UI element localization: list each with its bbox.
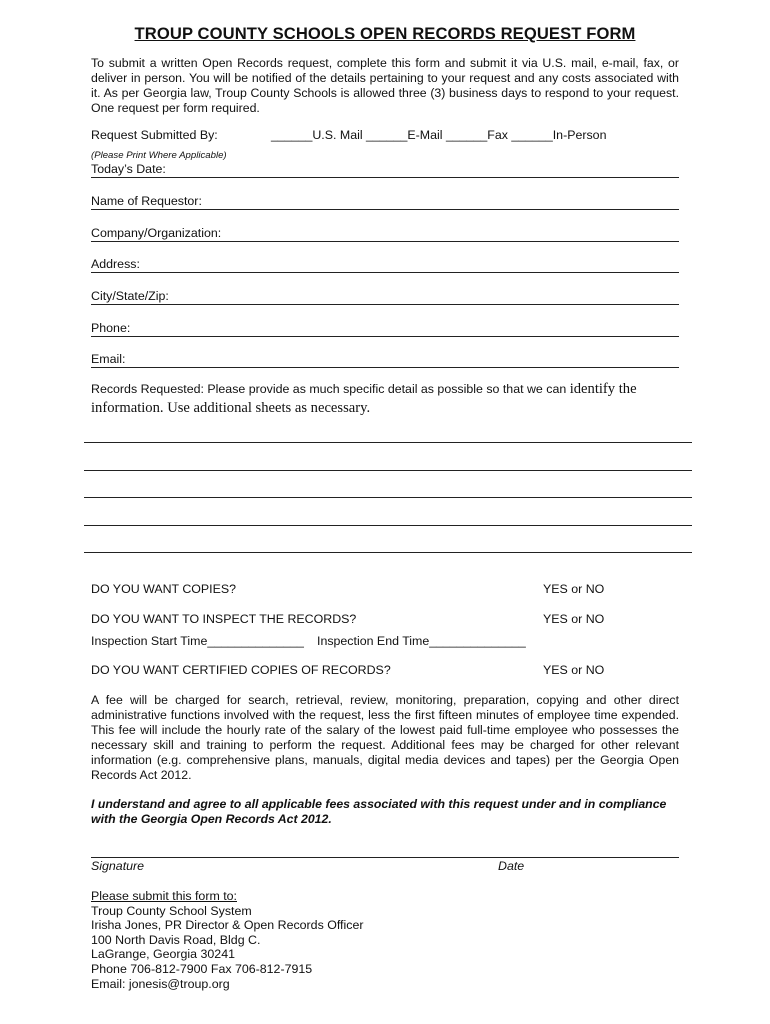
submitted-by-options[interactable]: ______U.S. Mail ______E-Mail ______Fax ______In-Person — [271, 128, 607, 142]
signature-line[interactable] — [91, 857, 679, 858]
submit-line: Phone 706-812-7900 Fax 706-812-7915 — [91, 961, 313, 976]
agreement-statement: I understand and agree to all applicable fees associated with this request under and in compliance with the Georgia Open Records Act 2012. — [91, 797, 667, 826]
submitted-by-label: Request Submitted By: — [91, 128, 218, 142]
company-field[interactable] — [91, 241, 679, 242]
copies-question: DO YOU WANT COPIES? — [91, 582, 237, 596]
inspection-start-time[interactable]: Inspection Start Time______________ — [91, 634, 304, 648]
submit-line: Troup County School System — [91, 903, 252, 918]
requestor-name-label: Name of Requestor: — [91, 194, 202, 208]
submit-address-block — [91, 889, 363, 991]
records-requested-heading: Records Requested: Please provide as much specific detail as possible so that we can identify the — [91, 381, 637, 397]
inspect-yes-no[interactable]: YES or NO — [543, 612, 605, 626]
address-field[interactable] — [91, 272, 679, 273]
certified-yes-no[interactable]: YES or NO — [543, 663, 605, 677]
copies-yes-no[interactable]: YES or NO — [543, 582, 605, 596]
submit-line: 100 North Davis Road, Bldg C. — [91, 932, 261, 947]
records-line-3[interactable] — [84, 497, 692, 498]
certified-question: DO YOU WANT CERTIFIED COPIES OF RECORDS? — [91, 663, 391, 677]
records-requested-instructions: information. Use additional sheets as necessary. — [91, 400, 371, 416]
requestor-name-field[interactable] — [91, 209, 679, 210]
email-label: Email: — [91, 352, 126, 366]
city-state-zip-label: City/State/Zip: — [91, 289, 169, 303]
date-label: Date — [498, 859, 525, 873]
fee-paragraph: A fee will be charged for search, retrieval, review, monitoring, preparation, copying and other direct administrative functions involved with the request, less the first fifteen minutes of employee time expended. This fee will include the hourly rate of the salary of the lowest paid full-time employee who possesses the necessary skill and training to perform the request. Additional fees may be charged for other relevant information (e.g. comprehensive plans, manuals, digital media devices and tapes) per the Georgia Open Records Act 2012. — [91, 693, 679, 782]
phone-label: Phone: — [91, 321, 131, 335]
records-line-2[interactable] — [84, 470, 692, 471]
signature-label: Signature — [91, 859, 145, 873]
company-label: Company/Organization: — [91, 226, 222, 240]
intro-paragraph: To submit a written Open Records request, complete this form and submit it via U.S. mail, e-mail, fax, or deliver in person. You will be notified of the details pertaining to your request and any costs associated with it. As per Georgia law, Troup County Schools is allowed three (3) business days to respond to your request. One request per form required. — [91, 56, 679, 115]
phone-field[interactable] — [91, 336, 679, 337]
todays-date-field[interactable] — [91, 177, 679, 178]
records-line-1[interactable] — [84, 442, 692, 443]
todays-date-label: Today’s Date: — [91, 162, 166, 176]
address-label: Address: — [91, 257, 140, 271]
city-state-zip-field[interactable] — [91, 304, 679, 305]
records-line-5[interactable] — [84, 552, 692, 553]
submit-line: LaGrange, Georgia 30241 — [91, 947, 235, 962]
inspection-end-time[interactable]: Inspection End Time______________ — [317, 634, 526, 648]
submit-line: Irisha Jones, PR Director & Open Records Officer — [91, 918, 364, 933]
inspect-question: DO YOU WANT TO INSPECT THE RECORDS? — [91, 612, 357, 626]
email-field[interactable] — [91, 367, 679, 368]
submit-heading: Please submit this form to: — [91, 889, 237, 903]
form-title: TROUP COUNTY SCHOOLS OPEN RECORDS REQUEST FORM — [134, 24, 636, 43]
records-line-4[interactable] — [84, 525, 692, 526]
submit-line: Email: jonesis@troup.org — [91, 976, 230, 991]
print-note: (Please Print Where Applicable) — [91, 150, 227, 161]
